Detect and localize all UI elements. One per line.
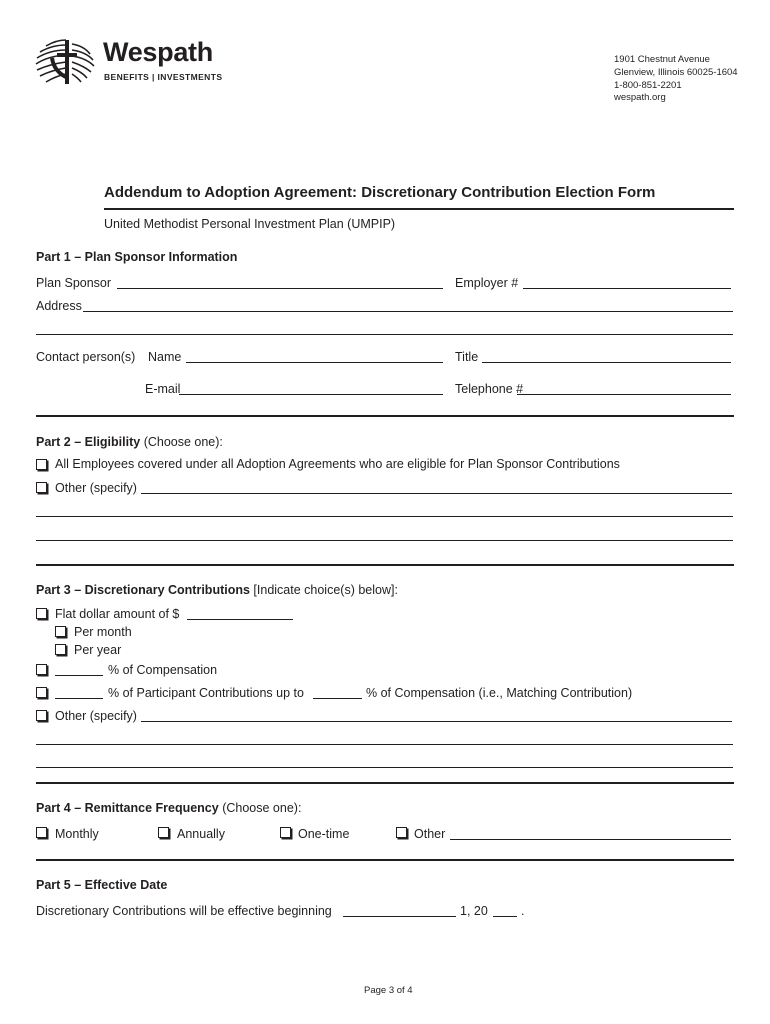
part3-note: [Indicate choice(s) below]: [253, 583, 398, 597]
pct-match-limit-field[interactable] [313, 698, 362, 699]
eligibility-other-checkbox[interactable] [36, 482, 47, 493]
flat-dollar-checkbox[interactable] [36, 608, 47, 619]
part4-rule [36, 859, 734, 861]
pct-compensation-field[interactable] [55, 675, 103, 676]
title-field[interactable] [482, 362, 731, 363]
title-rule [104, 208, 734, 210]
telephone-field[interactable] [517, 394, 731, 395]
contribution-other-field[interactable] [141, 721, 732, 722]
eligibility-other-line-2[interactable] [36, 516, 733, 517]
part2-heading-row [36, 435, 223, 450]
contribution-other-line-2[interactable] [36, 744, 733, 745]
pct-match-label: % of Compensation (i.e., Matching Contribution) [366, 686, 633, 700]
pct-participant-field[interactable] [55, 698, 103, 699]
plan-sponsor-field[interactable] [117, 288, 443, 289]
annually-checkbox[interactable] [158, 827, 169, 838]
page-number: Page 3 of 4 [364, 985, 413, 996]
name-label: Name [148, 350, 182, 364]
form-subtitle: United Methodist Personal Investment Plan (UMPIP) [104, 217, 396, 231]
monthly-label: Monthly [55, 827, 99, 841]
part1-heading: Part 1 – Plan Sponsor Information [36, 250, 238, 264]
wespath-globe-icon [34, 38, 96, 86]
address-line-1: 1901 Chestnut Avenue [614, 54, 710, 65]
eligibility-all-checkbox[interactable] [36, 459, 47, 470]
address-label: Address [36, 299, 82, 313]
name-field[interactable] [186, 362, 443, 363]
part4-note: (Choose one): [222, 801, 302, 815]
effective-date-text: Discretionary Contributions will be effective beginning [36, 904, 332, 918]
part4-heading: Part 4 – Remittance Frequency [36, 801, 219, 815]
contribution-other-line-3[interactable] [36, 767, 733, 768]
remittance-other-checkbox[interactable] [396, 827, 407, 838]
employer-label: Employer # [455, 276, 519, 290]
effective-date-period: . [521, 904, 525, 918]
part3-heading-row [36, 583, 398, 598]
part4-heading-row [36, 801, 301, 816]
email-label: E-mail [145, 382, 181, 396]
brand-name: Wespath [103, 37, 213, 67]
per-year-checkbox[interactable] [55, 644, 66, 655]
onetime-label: One-time [298, 827, 350, 841]
pct-compensation-checkbox[interactable] [36, 664, 47, 675]
per-month-checkbox[interactable] [55, 626, 66, 637]
annually-label: Annually [177, 827, 225, 841]
remittance-other-label: Other [414, 827, 446, 841]
effective-year-field[interactable] [493, 916, 517, 917]
monthly-checkbox[interactable] [36, 827, 47, 838]
per-year-label: Per year [74, 643, 122, 657]
title-label: Title [455, 350, 479, 364]
pct-compensation-label: % of Compensation [108, 663, 218, 677]
plan-sponsor-label: Plan Sponsor [36, 276, 112, 290]
employer-field[interactable] [523, 288, 731, 289]
part2-rule [36, 564, 734, 566]
brand-tagline: BENEFITS | INVESTMENTS [104, 72, 223, 82]
effective-year-prefix: 1, 20 [460, 904, 488, 918]
address-line-2: Glenview, Illinois 60025-1604 [614, 67, 738, 78]
onetime-checkbox[interactable] [280, 827, 291, 838]
remittance-other-field[interactable] [450, 839, 731, 840]
pct-participant-label: % of Participant Contributions up to [108, 686, 304, 700]
part5-heading: Part 5 – Effective Date [36, 878, 168, 892]
per-month-label: Per month [74, 625, 132, 639]
contact-label: Contact person(s) [36, 350, 136, 364]
eligibility-other-label: Other (specify) [55, 481, 137, 495]
effective-date-field[interactable] [343, 916, 456, 917]
flat-dollar-field[interactable] [187, 619, 293, 620]
address-website: wespath.org [614, 92, 666, 103]
eligibility-all-label: All Employees covered under all Adoption Agreements who are eligible for Plan Sponsor Contributions [55, 457, 620, 471]
address-phone: 1-800-851-2201 [614, 80, 682, 91]
email-field[interactable] [179, 394, 443, 395]
part3-heading: Part 3 – Discretionary Contributions [36, 583, 250, 597]
address-field[interactable] [83, 311, 733, 312]
contribution-other-label: Other (specify) [55, 709, 137, 723]
eligibility-other-field[interactable] [141, 493, 732, 494]
part3-rule [36, 782, 734, 784]
part2-note: (Choose one): [143, 435, 223, 449]
contribution-other-checkbox[interactable] [36, 710, 47, 721]
part1-rule [36, 415, 734, 417]
form-title: Addendum to Adoption Agreement: Discretionary Contribution Election Form [104, 184, 656, 201]
flat-dollar-label: Flat dollar amount of $ [55, 607, 180, 621]
pct-participant-checkbox[interactable] [36, 687, 47, 698]
address-field-line-2[interactable] [36, 334, 733, 335]
telephone-label: Telephone # [455, 382, 524, 396]
part2-heading: Part 2 – Eligibility [36, 435, 141, 449]
eligibility-other-line-3[interactable] [36, 540, 733, 541]
